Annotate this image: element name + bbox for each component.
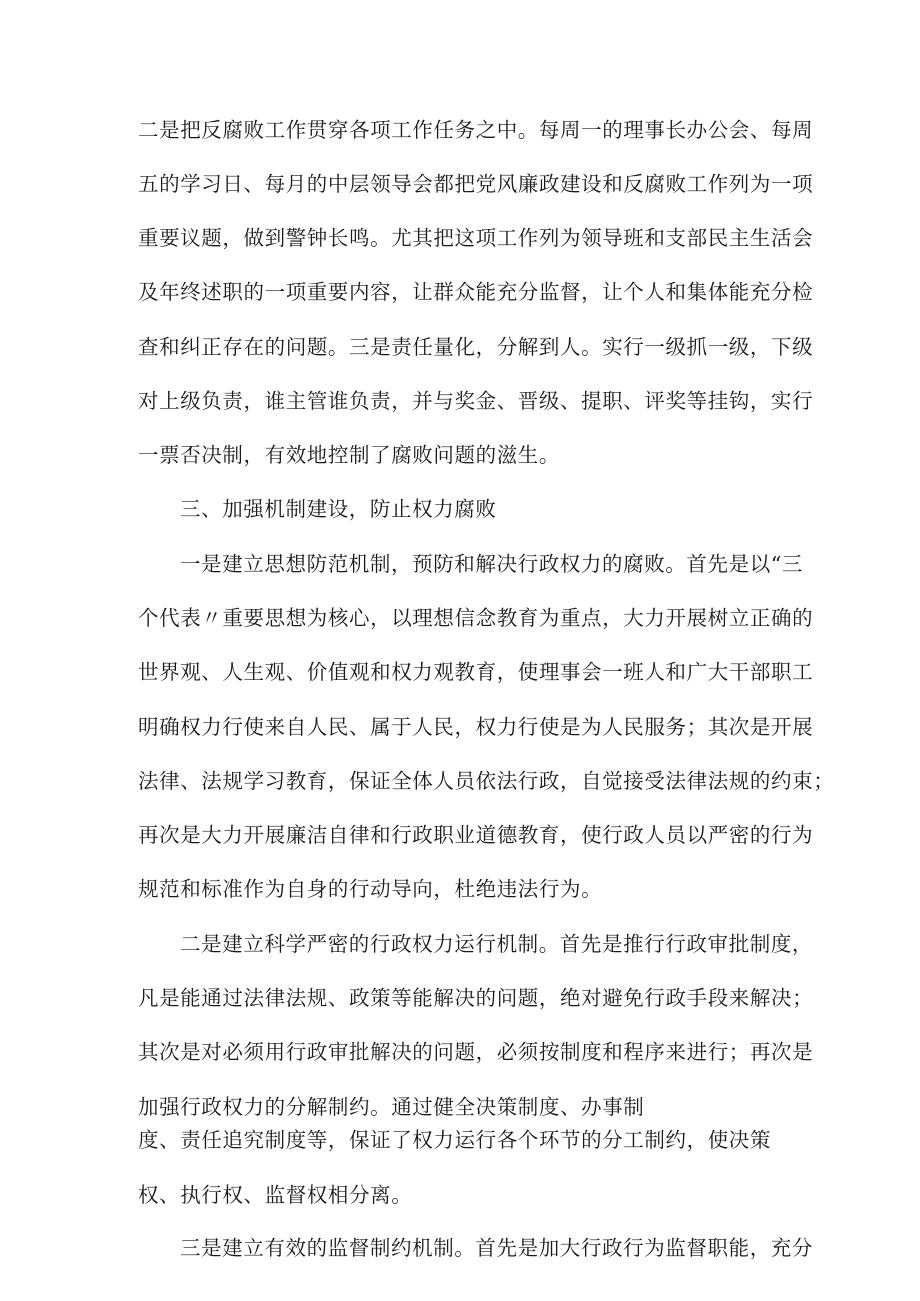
paragraph-line: 查和纠正存在的问题。三是责任量化，分解到人。实行一级抓一级，下级 bbox=[138, 335, 814, 359]
paragraph-line: 法律、法规学习教育，保证全体人员依法行政，自觉接受法律法规的约束； bbox=[138, 769, 835, 793]
paragraph-line: 一是建立思想防范机制，预防和解决行政权力的腐败。首先是以“三 bbox=[180, 552, 803, 576]
paragraph-line: 对上级负责，谁主管谁负责，并与奖金、晋级、提职、评奖等挂钩，实行 bbox=[138, 389, 814, 413]
paragraph-line: 二是建立科学严密的行政权力运行机制。首先是推行行政审批制度， bbox=[180, 932, 813, 956]
paragraph-line: 一票否决制，有效地控制了腐败问题的滋生。 bbox=[138, 443, 560, 467]
paragraph-line: 明确权力行使来自人民、属于人民，权力行使是为人民服务；其次是开展 bbox=[138, 715, 814, 739]
paragraph-line: 再次是大力开展廉洁自律和行政职业道德教育，使行政人员以严密的行为 bbox=[138, 823, 814, 847]
paragraph-line: 五的学习日、每月的中层领导会都把党风廉政建设和反腐败工作列为一项 bbox=[138, 172, 814, 196]
paragraph-line: 个代表〃重要思想为核心，以理想信念教育为重点，大力开展树立正确的 bbox=[138, 606, 814, 630]
paragraph-line: 加强行政权力的分解制约。通过健全决策制度、办事制 bbox=[138, 1095, 645, 1119]
paragraph-line: 度、责任追究制度等，保证了权力运行各个环节的分工制约，使决策 bbox=[138, 1128, 771, 1152]
paragraph-line: 及年终述职的一项重要内容，让群众能充分监督，让个人和集体能充分检 bbox=[138, 280, 814, 304]
paragraph-line: 世界观、人生观、价值观和权力观教育，使理事会一班人和广大干部职工 bbox=[138, 660, 814, 684]
paragraph-line: 三是建立有效的监督制约机制。首先是加大行政行为监督职能，充分 bbox=[180, 1236, 813, 1260]
paragraph-line: 二是把反腐败工作贯穿各项工作任务之中。每周一的理事长办公会、每周 bbox=[138, 118, 814, 142]
paragraph-line: 凡是能通过法律法规、政策等能解决的问题，绝对避免行政手段来解决； bbox=[138, 986, 814, 1010]
paragraph-line: 权、执行权、监督权相分离。 bbox=[138, 1183, 413, 1207]
paragraph-line: 规范和标准作为自身的行动导向，杜绝违法行为。 bbox=[138, 877, 603, 901]
section-heading: 三、加强机制建设，防止权力腐败 bbox=[180, 497, 497, 521]
paragraph-line: 重要议题，做到警钟长鸣。尤其把这项工作列为领导班和支部民主生活会 bbox=[138, 226, 814, 250]
paragraph-line: 其次是对必须用行政审批解决的问题，必须按制度和程序来进行；再次是 bbox=[138, 1040, 814, 1064]
